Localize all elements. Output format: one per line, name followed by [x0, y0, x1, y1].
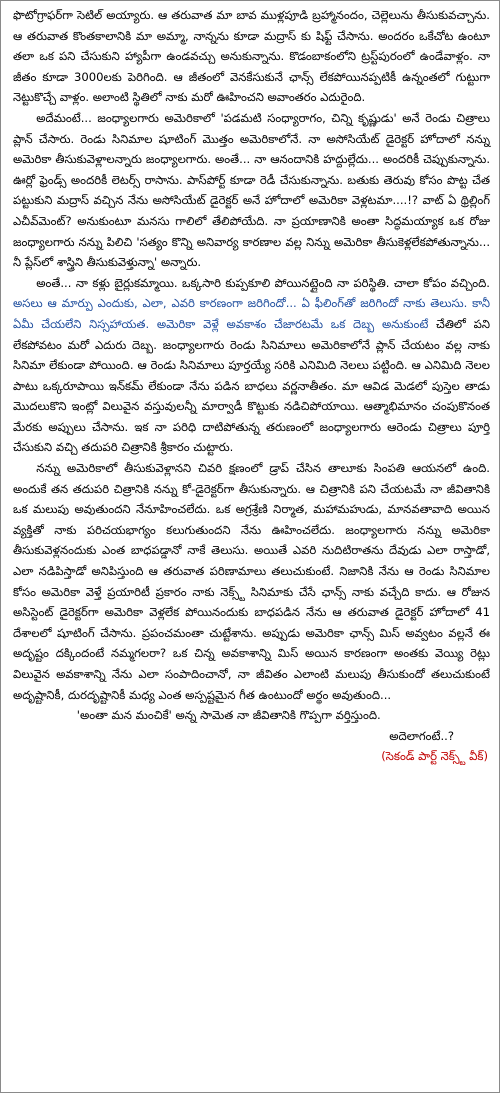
paragraph-3-text-end: చేతిలో పని లేకపోవటం మరో ఎదురు దెబ్బ. జంధ్యాలగారు రెండు సినిమాలు అమెరికాలోనే ప్లాన్ చేయటం వల్ల నాకు సినిమా లేకుండా పోయింది. ఆ రెండు సినిమాలు పూర్తయ్యే సరికి ఎనిమిది నెలలు పట్టింది. ఆ ఎనిమిది నెలల పాటు ఒక్కరూపాయి ఇన్‌కమ్ లేకుండా నేను పడిన బాధలు వర్ణనాతీతం. మా ఆవిడ మెడలో పుస్తెల తాడు మొదలుకొని ఇంట్లో విలువైన వస్తువులన్నీ మార్వాడీ కొట్టుకు నడిచిపోయాయి. ఆత్మాభిమానం చంపుకొనంత మేరకు అప్పులు చేసాను. ఇక నా పరిధి దాటిపోతున్న తరుణంలో జంధ్యాలగారు ఆరెండు చిత్రాలు పూర్తి చేసుకుని వచ్చి తదుపరి చిత్రానికి శ్రీకారం చుట్టారు.	[13, 316, 490, 455]
paragraph-1-text: ఫొటోగ్రాఫర్‌గా సెటిల్ అయ్యారు. ఆ తరువాత మా బావ ముళ్లపూడి బ్రహ్మానందం, చెల్లెలును తీసుకువచ్చాను. ఆ తరువాత కొంతకాలానికి మా అమ్మా, నాన్నను కూడా మద్రాస్ కు షిఫ్ట్ చేసాను. అందరం ఒకేచోట ఉంటూ తలా ఒక పని చేసుకుని హ్యాపీగా ఉండవచ్చు అనుకున్నాను. కొడంబాకంలోని ట్రస్ట్‌పురంలో ఉండేవాళ్లం. నా జీతం కూడా 3000లకు పెరిగింది. ఆ జీతంలో వెనకేసుకునే ఛాన్స్ లేకపోయినప్పటికీ ఉన్నంతలో గుట్టుగా నెట్టుకొచ్చే వాళ్లం. అలాంటి స్థితిలో నాకు మరో ఊహించని అవాంతరం ఎదురైంది.	[13, 8, 490, 105]
closing-quote: 'అంతా మన మంచికే' అన్న సామెత నా జీవితానికి గొప్పగా వర్తిస్తుంది.	[76, 708, 381, 723]
paragraph-3-emphasis: అసలు ఆ మార్పు ఎందుకు, ఎలా, ఎవరి కారణంగా జరిగిందో... ఏ ఫీలింగ్‌తో జరిగిందో నాకు తెలుసు. కానీ ఏమీ చేయలేని నిస్సహాయత. అమెరికా వెళ్లే అవకాశం చేజారటమే ఒక దెబ్బ అనుకుంటే	[13, 296, 490, 331]
continued-next-week-note: (సెకండ్ పార్ట్ నెక్స్ట్ వీక్)	[381, 749, 488, 764]
paragraph-2	[13, 108, 490, 273]
paragraph-4-text: నన్ను అమెరికాలో తీసుకువెళ్లానని చివరి క్షణంలో డ్రాప్ చేసిన తాలూకు సింపతి ఆయనలో ఉంది. అందుకే తన తదుపరి చిత్రానికి నన్ను కో-డైరెక్టర్‌గా తీసుకున్నారు. ఆ చిత్రానికి పని చేయటమే నా జీవితానికి ఒక మలుపు అవుతుందని నేనూహించలేదు. ఒక అగ్రశ్రేణి నిర్మాత, మహామహుడు, మానవతావాది అయిన వ్యక్తితో నాకు పరిచయభాగ్యం కలుగుతుందని నేను ఊహించలేదు. జంధ్యాలగారు నన్ను అమెరికా తీసుకువెళ్లనందుకు ఎంత బాధపడ్డానో నాకే తెలుసు. అయితే ఎవరి నుదిటిరాతను దేవుడు ఎలా రాస్తాడో, ఎలా నడిపిస్తాడో అనిపిస్తుంది ఆ తరువాత పరిణామాలు తలుచుకుంటే. నిజానికి నేను ఆ రెండు సినిమాల కోసం అమెరికా వెళ్తే ప్రయారిటీ ప్రకారం నాకు నెక్స్ట్ సినిమాకు చేసే ఛాన్స్ నాకు వచ్చేది కాదు. ఆ రోజున అసిస్టెంట్ డైరెక్టర్‌గా అమెరికా వెళ్లలేక పోయినందుకు బాధపడిన నేను ఆ తరువాత డైరెక్టర్ హోదాలో 41 దేశాలలో షూటింగ్ చేసాను. ప్రపంచమంతా చుట్టేశాను. అప్పుడు అమెరికా ఛాన్స్ మిస్ అవ్వటం వల్లనే ఈ అదృష్టం దక్కిందంటే నమ్మగలరా? ఒక చిన్న అవకాశాన్ని మిస్ అయిన కారణంగా అంతకు వెయ్యి రెట్లు విలువైన అవకాశాన్ని నేను ఎలా సంపాదించానో, నా జీవితం ఎలాంటి మలుపు తీసుకుందో తలుచుకుంటే అదృష్టానికీ, దురదృష్టానికీ మధ్య ఎంత అస్పష్టమైన గీత ఉంటుందో అర్థం అవుతుంది...	[13, 461, 490, 702]
paragraph-3	[13, 273, 490, 458]
signoff-line: అదెలాగంటే..?	[389, 728, 454, 743]
paragraph-1	[13, 5, 490, 108]
paragraph-2-text: అదేమంటే... జంధ్యాలగారు అమెరికాలో 'పడమటి సంధ్యారాగం, చిన్ని కృష్ణుడు' అనే రెండు చిత్రాలు ప్లాన్ చేసారు. రెండు సినిమాల షూటింగ్ మొత్తం అమెరికాలోనే. నా అసోసియేట్ డైరెక్టర్ హోదాలో నన్ను అమెరికా తీసుకువెళ్లాలన్నారు జంధ్యాలగారు. అంతే... నా ఆనందానికి హద్దుల్లేదు... అందరికీ చెప్పుకున్నాను. ఊర్లో ఫ్రెండ్స్ అందరికీ లెటర్స్ రాసాను. పాస్‌పోర్ట్ కూడా రెడీ చేసుకున్నాను. బతుకు తెరువు కోసం పొట్ట చేత పట్టుకుని మద్రాస్ వచ్చిన నేను అసోసియేట్ డైరెక్టర్ అనే హోదాలో అమెరికా వెళ్లటమా....!? వాట్ ఏ థ్రిల్లింగ్ ఎచీవ్‌మెంట్? అనుకుంటూ మనసు గాలిలో తేలిపోయేది. నా ప్రయాణానికి అంతా సిద్ధమయ్యాక ఒక రోజు జంధ్యాలగారు నన్ను పిలిచి 'సత్యం కొన్ని అనివార్య కారణాల వల్ల నిన్ను అమెరికా తీసుకెళ్లలేకపోతున్నాను... నీ ప్లేస్‌లో శాస్త్రిని తీసుకువెళ్తున్నా' అన్నారు.	[13, 110, 490, 270]
paragraph-3-text-start: అంతే... నా కళ్లు బైర్లుకమ్మాయి. ఒక్కసారి కుప్పకూలి పోయినట్లైంది నా పరిస్థితి. చాలా కోపం వచ్చింది.	[36, 275, 490, 290]
paragraph-4	[13, 458, 490, 705]
